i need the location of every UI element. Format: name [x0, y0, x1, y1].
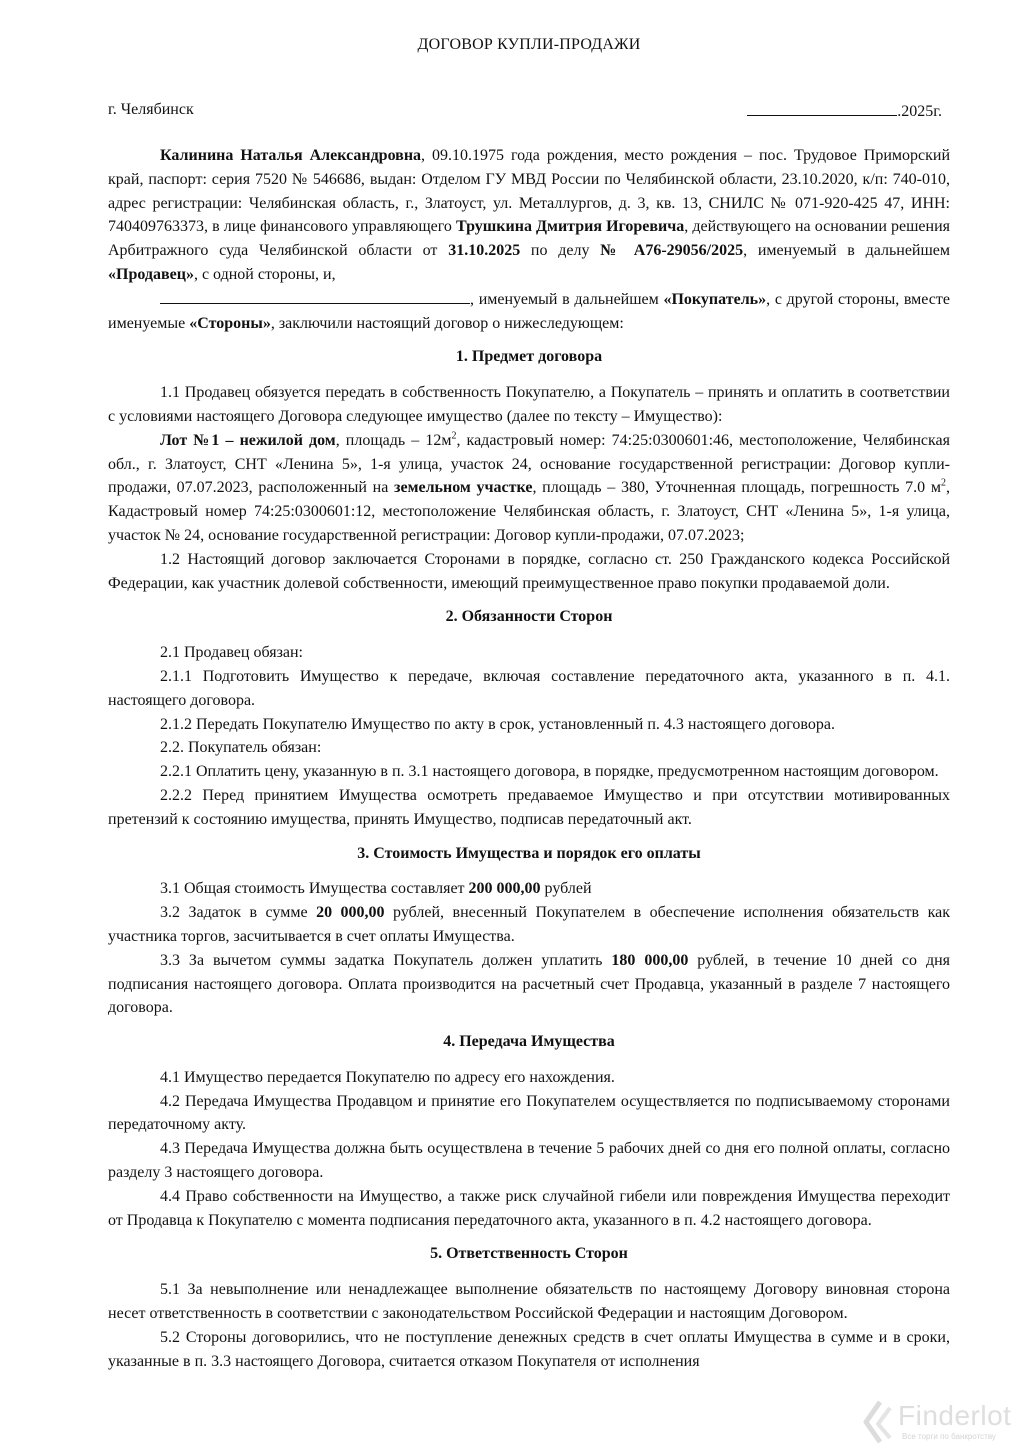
- section-2-heading: 2. Обязанности Сторон: [445, 608, 613, 626]
- city: г. Челябинск: [108, 101, 194, 118]
- contract-body: [108, 144, 950, 1373]
- clause-3-2: 3.2 Задаток в сумме 20 000,00 рублей, внесенный Покупателем в обеспечение исполнения обязательств как участника торгов, засчитывается в счет оплаты Имущества.: [108, 904, 950, 945]
- buyer-name-blank: [160, 287, 470, 304]
- date-blank: [747, 101, 897, 116]
- clause-2-2: 2.2. Покупатель обязан:: [160, 739, 322, 757]
- section-4-heading: 4. Передача Имущества: [443, 1033, 615, 1051]
- preamble-seller: Калинина Наталья Александровна, 09.10.1975 года рождения, место рождения – пос. Трудовое Приморский край, паспорт: серия 7520 № 546686, выдан: Отделом ГУ МВД России по Челябинской области, 23.10.2020, к/п: 740-010, адрес регистрации: Челябинская область, г., Златоуст, ул. Металлургов, д. 3, кв. 13, СНИЛС № 071-920-425 47, ИНН: 740409763373, в лице финансового управляющего Трушкина Дмитрия Игоревича, действующего на основании решения Арбитражного суда Челябинской области от 31.10.2025 по делу № А76-29056/2025, именуемый в дальнейшем «Продавец», с одной стороны, и,: [108, 147, 951, 283]
- clause-4-1: 4.1 Имущество передается Покупателю по адресу его нахождения.: [160, 1068, 615, 1086]
- document-title: ДОГОВОР КУПЛИ-ПРОДАЖИ: [417, 36, 641, 53]
- lot-description: Лот №1 – нежилой дом, площадь – $12м^2$, кадастровый номер: 74:25:0300601:46, местоположение, Челябинская обл., г. Златоуст, СНТ «Ленина 5», 1-я улица, участок 24, основание государственной регистрации: Договор купли-продажи, 07.07.2023, расположенный на земельном участке, площадь – 380, Уточненная площадь, погрешность 7.0 $м^2$, Кадастровый номер 74:25:0300601:12, местоположение Челябинская область, г. Златоуст, СНТ «Ленина 5», 1-я улица, участок № 24, основание государственной регистрации: Договор купли-продажи, 07.07.2023;: [108, 430, 951, 544]
- section-1-heading: 1. Предмет договора: [455, 348, 603, 366]
- clause-3-3: 3.3 За вычетом суммы задатка Покупатель должен уплатить 180 000,00 рублей, в течение 10 дней со дня подписания настоящего договора. Оплата производится на расчетный счет Продавца, указанный в разделе 7 настоящего договора.: [108, 951, 951, 1017]
- preamble-buyer: , именуемый в дальнейшем «Покупатель», с другой стороны, вместе именуемые «Стороны», заключили настоящий договор о нижеследующем:: [108, 287, 950, 336]
- clause-2-1: 2.1 Продавец обязан:: [160, 644, 303, 662]
- clause-4-4: 4.4 Право собственности на Имущество, а также риск случайной гибели или повреждения Имущества переходит от Продавца к Покупателю с момента подписания передаточного акта, указанного в п. 4.2 настоящего договора.: [108, 1187, 950, 1229]
- remaining-amount: 180 000,00: [611, 951, 689, 969]
- clause-3-1: 3.1 Общая стоимость Имущества составляет 200 000,00 рублей: [160, 880, 592, 898]
- section-3-heading: 3. Стоимость Имущества и порядок его оплаты: [357, 844, 701, 862]
- contract-date: .2025г.: [747, 101, 942, 121]
- finderlot-logo-icon: [862, 1400, 896, 1444]
- clause-1-1: 1.1 Продавец обязуется передать в собственность Покупателю, а Покупатель – принять и оплатить в соответствии с условиями настоящего Договора следующее имущество (далее по тексту – Имущество):: [108, 384, 950, 425]
- clause-5-1: 5.1 За невыполнение или ненадлежащее выполнение обязательств по настоящему Договору виновная сторона несет ответственность в соответствии с законодательством Российской Федерации и настоящим Договором.: [108, 1281, 950, 1323]
- finderlot-watermark: [862, 1398, 1022, 1444]
- watermark-tagline: Все торги по банкротству: [902, 1432, 996, 1441]
- watermark-brand: Finderlot: [898, 1400, 1012, 1431]
- clause-4-2: 4.2 Передача Имущества Продавцом и принятие его Покупателем осуществляется по подписываемому сторонами передаточному акту.: [108, 1092, 950, 1134]
- clause-1-2: 1.2 Настоящий договор заключается Сторонами в порядке, согласно ст. 250 Гражданского кодекса Российской Федерации, как участник долевой собственности, имеющий преимущественное право покупки продаваемой доли.: [108, 550, 950, 592]
- section-5-heading: 5. Ответственность Сторон: [430, 1245, 628, 1263]
- clause-4-3: 4.3 Передача Имущества должна быть осуществлена в течение 5 рабочих дней со дня его полной оплаты, согласно разделу 3 настоящего договора.: [108, 1140, 950, 1182]
- clause-2-2-1: 2.2.1 Оплатить цену, указанную в п. 3.1 настоящего договора, в порядке, предусмотренном настоящим договором.: [160, 763, 939, 781]
- deposit-amount: 20 000,00: [316, 904, 385, 922]
- clause-5-2: 5.2 Стороны договорились, что не поступление денежных средств в счет оплаты Имущества в сумме и в сроки, указанные в п. 3.3 настоящего Договора, считается отказом Покупателя от исполнения: [108, 1328, 950, 1370]
- clause-2-1-1: 2.1.1 Подготовить Имущество к передаче, включая составление передаточного акта, указанного в п. 4.1. настоящего договора.: [108, 667, 950, 709]
- total-price: 200 000,00: [468, 880, 541, 898]
- clause-2-2-2: 2.2.2 Перед принятием Имущества осмотреть предаваемое Имущество и при отсутствии мотивированных претензий к состоянию имущества, принять Имущество, подписав передаточный акт.: [108, 786, 950, 828]
- clause-2-1-2: 2.1.2 Передать Покупателю Имущество по акту в срок, установленный п. 4.3 настоящего договора.: [160, 715, 835, 733]
